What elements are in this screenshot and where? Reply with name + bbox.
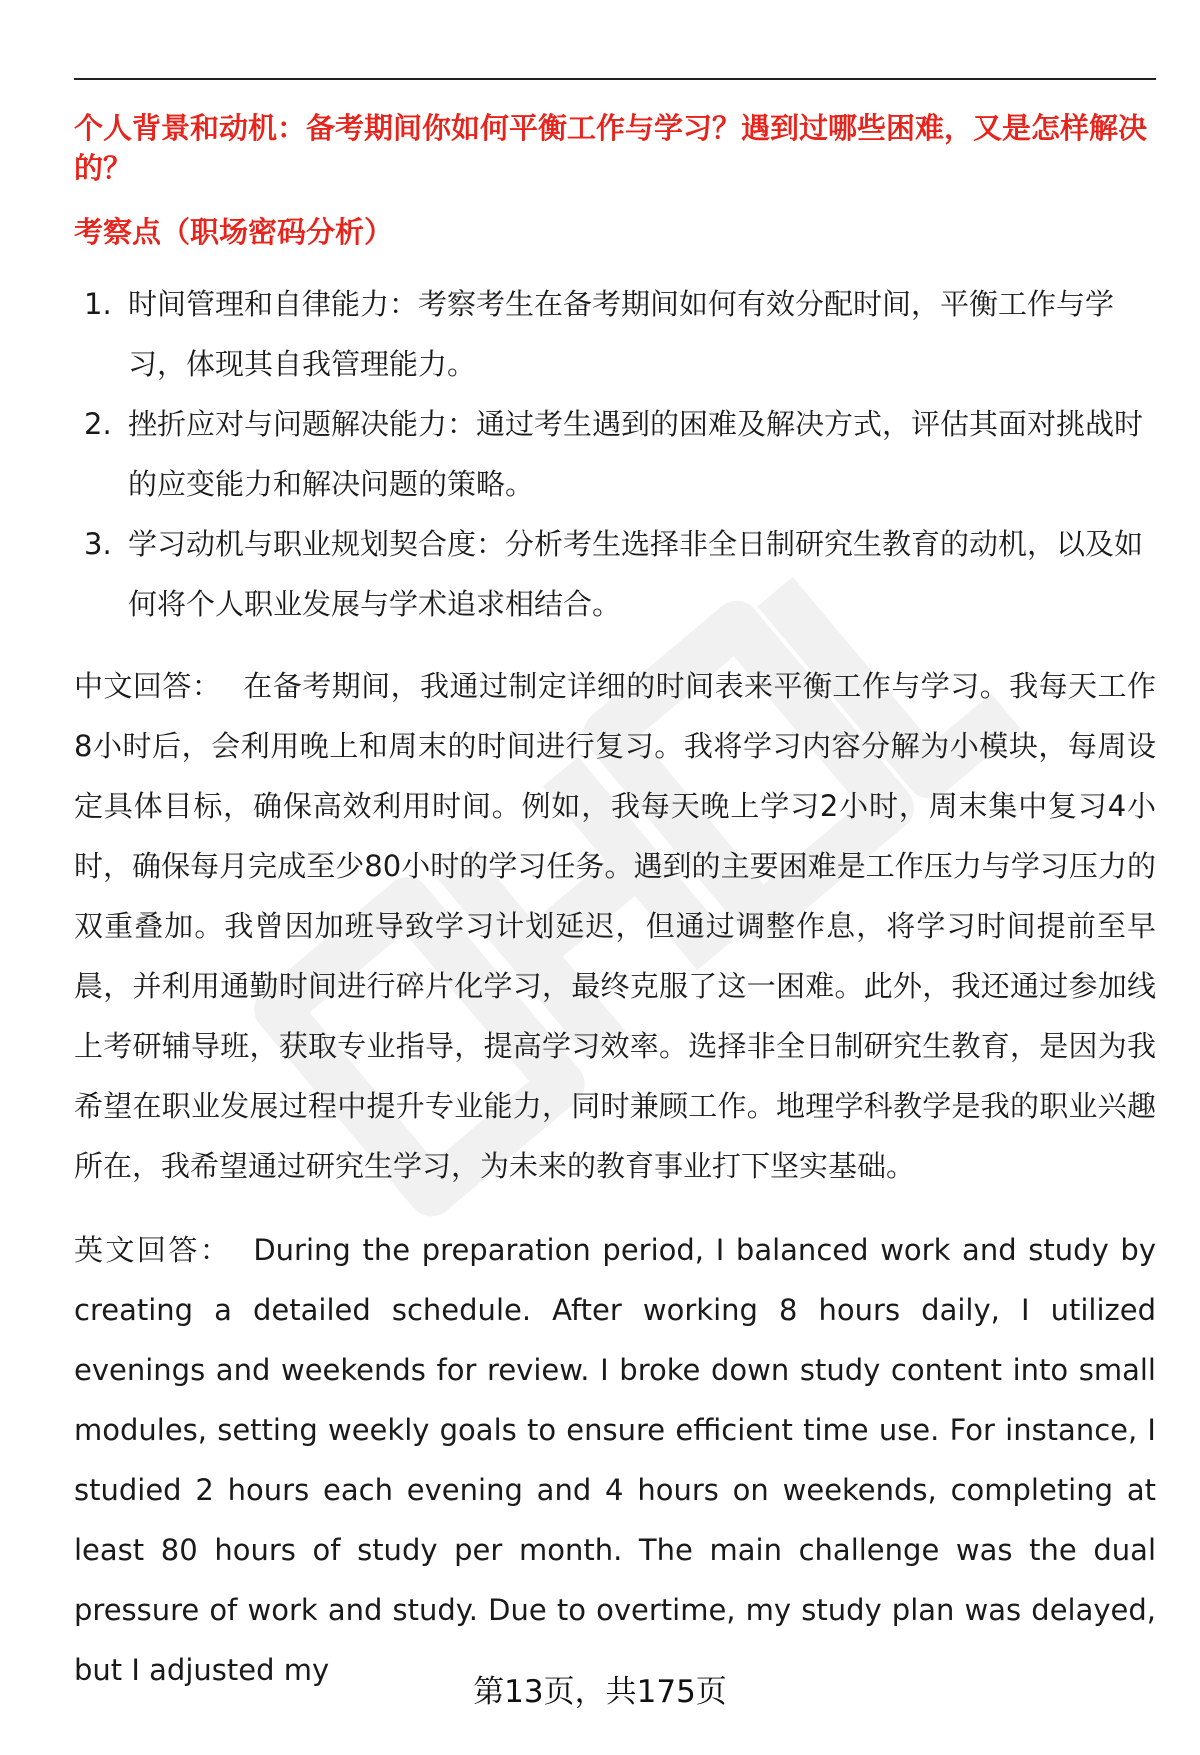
page-footer: 第13页，共175页 bbox=[473, 1674, 727, 1710]
focus-point-item bbox=[74, 394, 1156, 514]
list-number: 2. bbox=[84, 407, 112, 441]
focus-point-text: 挫折应对与问题解决能力：通过考生遇到的困难及解决方式，评估其面对挑战时的应变能力和解决问题的策略。 bbox=[128, 407, 1144, 501]
focus-points-list bbox=[74, 274, 1156, 634]
english-answer-text: During the preparation period, I balanced work and study by creating a detailed schedule. After working 8 hours daily, I utilized evenings and weekends for review. I broke down study content into small modules, setting weekly goals to ensure efficient time use. For instance, I studied 2 hours each evening and 4 hours on weekends, completing at least 80 hours of study per month. The main challenge was the dual pressure of work and study. Due to overtime, my study plan was delayed, but I adjusted my bbox=[74, 1233, 1156, 1687]
focus-point-item bbox=[74, 274, 1156, 394]
chinese-answer bbox=[74, 656, 1156, 1196]
focus-point-text: 学习动机与职业规划契合度：分析考生选择非全日制研究生教育的动机，以及如何将个人职业发展与学术追求相结合。 bbox=[128, 527, 1144, 621]
focus-point-item bbox=[74, 514, 1156, 634]
english-answer-label: 英文回答： bbox=[74, 1233, 232, 1267]
top-rule bbox=[74, 78, 1156, 80]
english-answer bbox=[74, 1220, 1156, 1700]
chinese-answer-text: 在备考期间，我通过制定详细的时间表来平衡工作与学习。我每天工作8小时后，会利用晚上和周末的时间进行复习。我将学习内容分解为小模块，每周设定具体目标，确保高效利用时间。例如，我每天晚上学习2小时，周末集中复习4小时，确保每月完成至少80小时的学习任务。遇到的主要困难是工作压力与学习压力的双重叠加。我曾因加班导致学习计划延迟，但通过调整作息，将学习时间提前至早晨，并利用通勤时间进行碎片化学习，最终克服了这一困难。此外，我还通过参加线上考研辅导班，获取专业指导，提高学习效率。选择非全日制研究生教育，是因为我希望在职业发展过程中提升专业能力，同时兼顾工作。地理学科教学是我的职业兴趣所在，我希望通过研究生学习，为未来的教育事业打下坚实基础。 bbox=[74, 669, 1156, 1183]
question-heading: 个人背景和动机：备考期间你如何平衡工作与学习？遇到过哪些困难，又是怎样解决的？ bbox=[74, 111, 1148, 185]
chinese-answer-label: 中文回答： bbox=[74, 669, 222, 703]
focus-points-heading: 考察点（职场密码分析） bbox=[74, 215, 394, 249]
main-content bbox=[74, 108, 1156, 1700]
focus-point-text: 时间管理和自律能力：考察考生在备考期间如何有效分配时间，平衡工作与学习，体现其自我管理能力。 bbox=[128, 287, 1115, 381]
list-number: 3. bbox=[84, 527, 112, 561]
list-number: 1. bbox=[84, 287, 112, 321]
